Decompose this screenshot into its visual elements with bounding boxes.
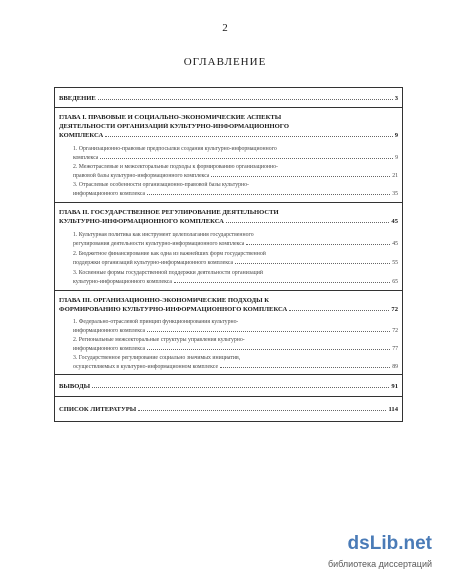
chapter-2-heading[interactable]: КУЛЬТУРНО-ИНФОРМАЦИОННОГО КОМПЛЕКСА 45 bbox=[59, 218, 398, 225]
toc-entry-conclusions[interactable] bbox=[59, 383, 398, 390]
toc-subitem-line: 1. Культурная политика как инструмент целеполагания государственного bbox=[73, 232, 254, 238]
toc-row-chapter-2 bbox=[55, 203, 402, 291]
toc-page-number: 77 bbox=[392, 346, 398, 352]
toc-row-intro bbox=[55, 88, 402, 108]
chapter-heading-line: ГЛАВА III. ОРГАНИЗАЦИОННО-ЭКОНОМИЧЕСКИЕ ПОДХОДЫ К bbox=[59, 297, 270, 304]
watermark-subtitle: библиотека диссертаций bbox=[327, 559, 432, 569]
dot-leader bbox=[289, 310, 389, 311]
dot-leader bbox=[100, 158, 393, 159]
toc-subitem-line: 1. Федерально-отраслевой принцип функционирования культурно- bbox=[73, 319, 239, 325]
chapter-heading-line: ГЛАВА I. ПРАВОВЫЕ И СОЦИАЛЬНО-ЭКОНОМИЧЕСКИЕ АСПЕКТЫ bbox=[59, 114, 282, 121]
dot-leader bbox=[147, 349, 390, 350]
page-number: 2 bbox=[222, 22, 228, 34]
dot-leader bbox=[147, 331, 390, 332]
toc-page-number: 55 bbox=[392, 260, 398, 266]
toc-row-conclusions bbox=[55, 375, 402, 397]
toc-page-number: 45 bbox=[392, 241, 398, 247]
toc-subitem-2-1[interactable]: регулирования деятельности культурно-информационного комплекса 45 bbox=[73, 241, 398, 247]
toc-row-chapter-1 bbox=[55, 108, 402, 203]
dot-leader bbox=[147, 194, 390, 195]
toc-subitem-line: 3. Отраслевые особенности организационно-правовой базы культурно- bbox=[73, 182, 249, 188]
dot-leader bbox=[174, 282, 390, 283]
dot-leader bbox=[92, 387, 389, 388]
toc-page-number: 89 bbox=[392, 364, 398, 370]
toc-entry-text: ВЫВОДЫ bbox=[59, 383, 91, 390]
toc-subitem-1-1[interactable]: комплекса 9 bbox=[73, 155, 398, 161]
chapter-heading-line: ДЕЯТЕЛЬНОСТИ ОРГАНИЗАЦИЙ КУЛЬТУРНО-ИНФОРМАЦИОННОГО bbox=[59, 123, 289, 130]
toc-page-number: 91 bbox=[391, 383, 398, 390]
toc-page-number: 3 bbox=[394, 95, 398, 102]
dot-leader bbox=[98, 99, 393, 100]
toc-page-number: 21 bbox=[392, 173, 398, 179]
toc-entry-intro[interactable] bbox=[59, 95, 398, 102]
dot-leader bbox=[211, 176, 390, 177]
toc-page-number: 9 bbox=[394, 132, 398, 139]
toc-page-number: 114 bbox=[388, 406, 398, 413]
dot-leader bbox=[235, 263, 390, 264]
dot-leader bbox=[220, 367, 390, 368]
toc-page-number: 72 bbox=[391, 306, 398, 313]
chapter-heading-line: ГЛАВА II. ГОСУДАРСТВЕННОЕ РЕГУЛИРОВАНИЕ ДЕЯТЕЛЬНОСТИ bbox=[59, 209, 279, 216]
toc-subitem-2-3[interactable]: культурно-информационного комплекса 65 bbox=[73, 279, 398, 285]
toc-subitem-2-2[interactable]: поддержки организаций культурно-информационного комплекса 55 bbox=[73, 260, 398, 266]
toc-row-chapter-3 bbox=[55, 291, 402, 375]
toc-subitem-1-3[interactable]: информационного комплекса 35 bbox=[73, 191, 398, 197]
chapter-1-heading[interactable]: КОМПЛЕКСА 9 bbox=[59, 132, 398, 139]
toc-subitem-3-1[interactable]: информационного комплекса 72 bbox=[73, 328, 398, 334]
toc-subitem-line: 3. Государственное регулирование социально значимых инициатив, bbox=[73, 355, 241, 361]
toc-table bbox=[54, 87, 403, 422]
toc-subitem-line: 1. Организационно-правовые предпосылки создания культурно-информационного bbox=[73, 146, 277, 152]
dot-leader bbox=[105, 136, 392, 137]
toc-row-bibliography bbox=[55, 397, 402, 421]
watermark bbox=[327, 533, 432, 577]
toc-subitem-1-2[interactable]: правовой базы культурно-информационного комплекса 21 bbox=[73, 173, 398, 179]
toc-page-number: 65 bbox=[392, 279, 398, 285]
toc-entry-text: ВВЕДЕНИЕ bbox=[59, 95, 96, 102]
watermark-logo: dsLib.net bbox=[347, 533, 432, 554]
dot-leader bbox=[246, 244, 390, 245]
toc-subitem-3-3[interactable]: осуществляемых в культурно-информационном комплексе 89 bbox=[73, 364, 398, 370]
toc-page-number: 45 bbox=[391, 218, 398, 225]
toc-entry-text: СПИСОК ЛИТЕРАТУРЫ bbox=[59, 406, 137, 413]
toc-subitem-line: 2. Межотраслевые и межсекторальные подходы к формированию организационно- bbox=[73, 164, 278, 170]
dot-leader bbox=[226, 222, 389, 223]
toc-subitem-3-2[interactable]: информационного комплекса 77 bbox=[73, 346, 398, 352]
toc-subitem-line: 2. Региональные межсекторальные структуры управления культурно- bbox=[73, 337, 245, 343]
dot-leader bbox=[138, 410, 386, 411]
toc-title: ОГЛАВЛЕНИЕ bbox=[183, 56, 267, 68]
toc-page-number: 72 bbox=[392, 328, 398, 334]
toc-subitem-line: 2. Бюджетное финансирование как одна из важнейших форм государственной bbox=[73, 251, 266, 257]
toc-page-number: 35 bbox=[392, 191, 398, 197]
toc-subitem-line: 3. Косвенные формы государственной поддержки деятельности организаций bbox=[73, 270, 263, 276]
chapter-3-heading[interactable]: ФОРМИРОВАНИЮ КУЛЬТУРНО-ИНФОРМАЦИОННОГО КОМПЛЕКСА 72 bbox=[59, 306, 398, 313]
toc-entry-bibliography[interactable] bbox=[59, 406, 398, 413]
toc-page-number: 9 bbox=[395, 155, 398, 161]
